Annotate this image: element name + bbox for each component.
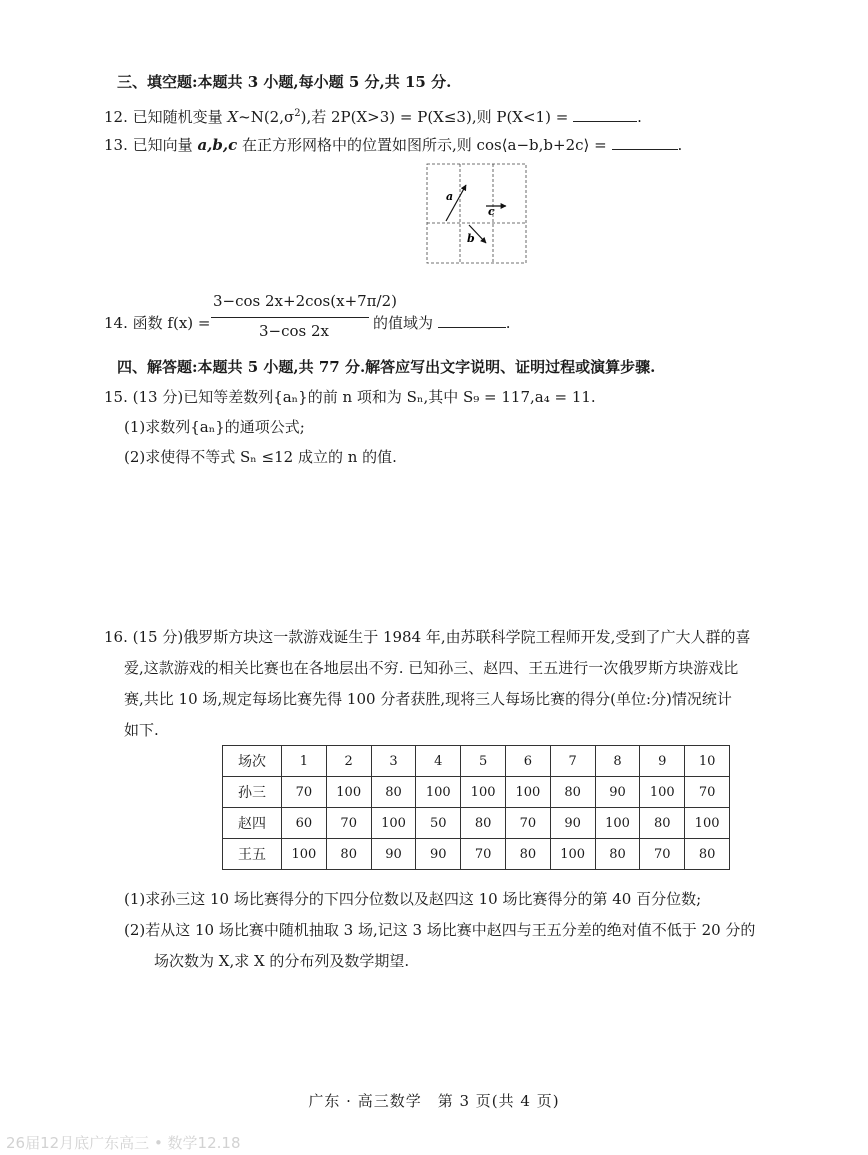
table-cell: 100	[416, 777, 461, 808]
q14-number: 14.	[104, 314, 128, 332]
table-header-cell: 场次	[223, 746, 282, 777]
table-cell: 80	[371, 777, 416, 808]
q16-part1: (1)求孙三这 10 场比赛得分的下四分位数以及赵四这 10 场比赛得分的第 40 百分位数;	[124, 890, 702, 908]
question-12	[104, 104, 642, 127]
q15-part1: (1)求数列{aₙ}的通项公式;	[124, 418, 305, 436]
table-cell: 90	[371, 839, 416, 870]
q13-text-a: 已知向量	[132, 136, 193, 154]
q13-end: .	[677, 136, 683, 154]
question-13	[104, 135, 682, 155]
q12-text-c: ~N(2,σ	[238, 108, 295, 126]
table-cell: 100	[550, 839, 595, 870]
question-14-prefix	[104, 313, 210, 333]
table-cell: 100	[371, 808, 416, 839]
q12-text-a: 已知随机变量	[132, 108, 223, 126]
table-cell: 80	[550, 777, 595, 808]
table-cell: 100	[595, 808, 640, 839]
q16-part2b: 场次数为 X,求 X 的分布列及数学期望.	[154, 952, 410, 970]
grid-border	[427, 164, 526, 263]
q14-numerator: 3−cos 2x+2cos(x+7π/2)	[213, 292, 397, 310]
q13-number: 13.	[104, 136, 128, 154]
table-cell: 50	[416, 808, 461, 839]
table-cell: 100	[461, 777, 506, 808]
question-14-suffix	[373, 313, 511, 333]
table-cell: 王五	[223, 839, 282, 870]
table-cell: 100	[326, 777, 371, 808]
q12-text-d: ),若 2P(X>3) = P(X≤3),则 P(X<1) =	[300, 108, 569, 126]
table-header-row	[223, 746, 730, 777]
table-cell: 100	[505, 777, 550, 808]
table-header-cell: 3	[371, 746, 416, 777]
table-header-cell: 8	[595, 746, 640, 777]
score-table	[222, 745, 730, 870]
q14-text-b: 的值域为	[373, 314, 434, 332]
table-cell: 100	[685, 808, 730, 839]
table-cell: 70	[282, 777, 327, 808]
table-cell: 60	[282, 808, 327, 839]
q13-text-b: 在正方形网格中的位置如图所示,则 cos⟨a−b,b+2c⟩ =	[242, 136, 607, 154]
q12-end: .	[637, 108, 642, 126]
q14-denominator: 3−cos 2x	[259, 322, 330, 340]
q15-part2: (2)求使得不等式 Sₙ ≤12 成立的 n 的值.	[124, 448, 397, 466]
table-row	[223, 808, 730, 839]
table-header-cell: 10	[685, 746, 730, 777]
question-16	[104, 627, 750, 647]
page-footer: 广东 · 高三数学 第 3 页(共 4 页)	[308, 1092, 560, 1110]
table-cell: 70	[685, 777, 730, 808]
q16-part2a: (2)若从这 10 场比赛中随机抽取 3 场,记这 3 场比赛中赵四与王五分差的绝对值不低于 20 分的	[124, 921, 756, 939]
q14-end: .	[505, 314, 511, 332]
vector-a-label: a	[446, 190, 454, 203]
table-cell: 80	[326, 839, 371, 870]
table-cell: 70	[505, 808, 550, 839]
q12-sup: 2	[294, 108, 301, 119]
vector-grid-figure	[426, 163, 527, 264]
q12-answer-blank[interactable]	[573, 107, 637, 122]
table-cell: 赵四	[223, 808, 282, 839]
table-cell: 70	[640, 839, 685, 870]
table-cell: 80	[505, 839, 550, 870]
table-header-cell: 4	[416, 746, 461, 777]
q13-vectors: a,b,c	[197, 136, 238, 154]
table-header-cell: 6	[505, 746, 550, 777]
table-cell: 100	[640, 777, 685, 808]
table-cell: 80	[640, 808, 685, 839]
table-header-cell: 9	[640, 746, 685, 777]
q12-var: X	[227, 108, 239, 126]
section4-title: 四、解答题:本题共 5 小题,共 77 分.解答应写出文字说明、证明过程或演算步骤.	[117, 358, 656, 376]
table-row	[223, 777, 730, 808]
table-cell: 100	[282, 839, 327, 870]
vector-c-label: c	[488, 205, 495, 218]
q16-line4: 如下.	[124, 721, 159, 739]
table-cell: 孙三	[223, 777, 282, 808]
table-row	[223, 839, 730, 870]
q16-number: 16.	[104, 628, 128, 646]
table-cell: 70	[326, 808, 371, 839]
table-cell: 80	[685, 839, 730, 870]
q16-line3: 赛,共比 10 场,规定每场比赛先得 100 分者获胜,现将三人每场比赛的得分(单位:分)情况统计	[124, 690, 732, 708]
q13-answer-blank[interactable]	[612, 135, 678, 150]
table-cell: 80	[461, 808, 506, 839]
q12-number: 12.	[104, 108, 128, 126]
q14-text-a: 函数 f(x) =	[132, 314, 211, 332]
watermark-text: 26届12月底广东高三 • 数学12.18	[6, 1134, 241, 1152]
section3-title: 三、填空题:本题共 3 小题,每小题 5 分,共 15 分.	[117, 73, 452, 91]
q16-line1: (15 分)俄罗斯方块这一款游戏诞生于 1984 年,由苏联科学院工程师开发,受到了广大人群的喜	[132, 628, 751, 646]
table-header-cell: 1	[282, 746, 327, 777]
q16-line2: 爱,这款游戏的相关比赛也在各地层出不穷. 已知孙三、赵四、王五进行一次俄罗斯方块游戏比	[124, 659, 739, 677]
q15-number: 15.	[104, 388, 128, 406]
vector-b-label: b	[467, 232, 475, 245]
table-cell: 70	[461, 839, 506, 870]
table-cell: 90	[550, 808, 595, 839]
table-header-cell: 7	[550, 746, 595, 777]
q14-fraction	[203, 282, 397, 344]
table-header-cell: 5	[461, 746, 506, 777]
q14-fraction-bar	[211, 317, 369, 318]
table-cell: 80	[595, 839, 640, 870]
q15-text: (13 分)已知等差数列{aₙ}的前 n 项和为 Sₙ,其中 S₉ = 117,a₄ = 11.	[132, 388, 596, 406]
table-cell: 90	[416, 839, 461, 870]
q14-answer-blank[interactable]	[438, 313, 506, 328]
table-cell: 90	[595, 777, 640, 808]
question-15	[104, 387, 596, 407]
table-header-cell: 2	[326, 746, 371, 777]
